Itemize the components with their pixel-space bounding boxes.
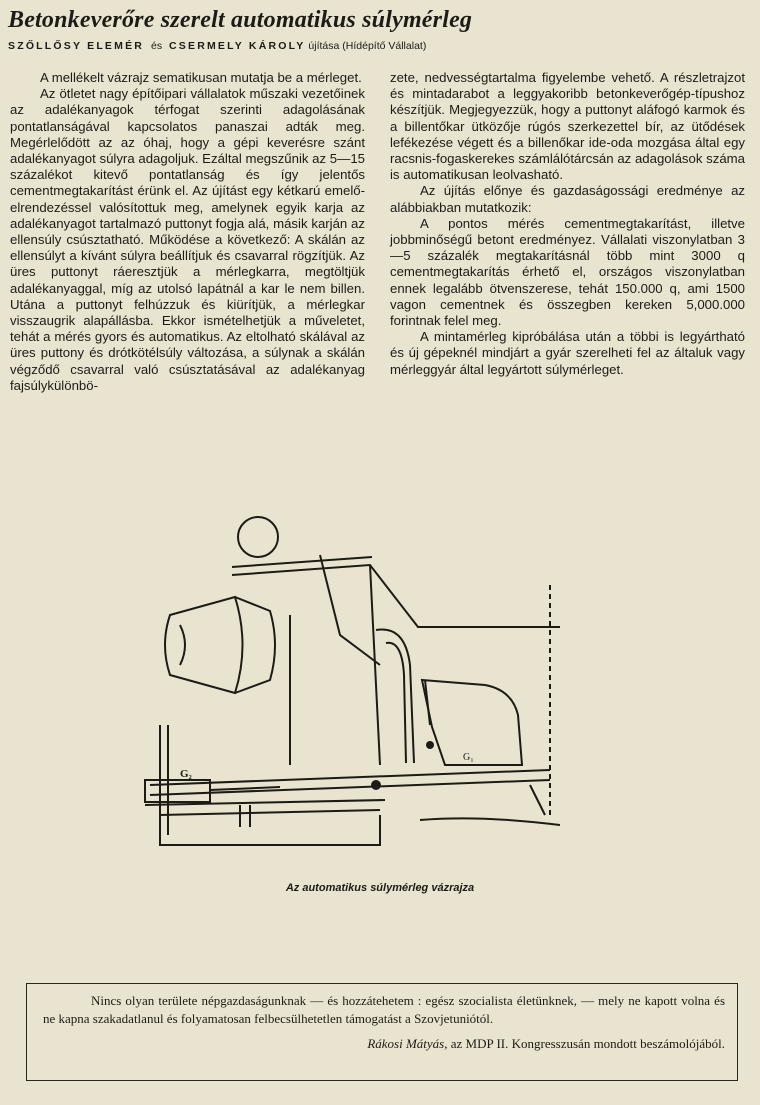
figure-caption: Az automatikus súlymérleg vázrajza bbox=[285, 882, 475, 894]
label-g2: G₂ bbox=[180, 768, 192, 780]
frame-arch bbox=[376, 629, 414, 763]
quote-box bbox=[26, 983, 738, 1081]
byline-conjunction: és bbox=[151, 40, 163, 52]
label-g1: G₁ bbox=[463, 752, 474, 763]
quote-source bbox=[43, 1035, 725, 1053]
quote-source-name: Rákosi Mátyás, bbox=[367, 1036, 448, 1051]
right-column bbox=[390, 70, 745, 378]
frame-top bbox=[232, 565, 560, 627]
article-byline bbox=[8, 39, 753, 53]
pulley-wheel bbox=[238, 517, 278, 557]
quote-source-rest: az MDP II. Kongresszusán mondott beszámolójából. bbox=[450, 1036, 725, 1051]
author-1: SZŐLLŐSY ELEMÉR bbox=[8, 40, 145, 52]
mixer-scale-diagram bbox=[140, 515, 560, 860]
paragraph: zete, nedvességtartalma figyelembe vehető. A részletrajzot és mintadarabot a leggyakoribb betonkeverőgép-típushoz készítjük. Megjegyezzük, hogy a puttonyt aláfogó karmok és a billentőkar ütközője rúgós szerkezettel bír, az ütődések lefékezése végett és a billenőkar ide-oda mozgása által egy racsnis-fogaskerekes számlálótárcsán az adagolások száma is automatikusan leolvasható. bbox=[390, 70, 745, 183]
paragraph: A pontos mérés cementmegtakarítást, illetve jobbminőségű betont eredményez. Vállalati viszonylatban 3—5 százalék megtakarításnál több mint 3000 q cementmegtakarítás érhető el, országos viszonylatban ennek legalább ötvenszerese, tehát 150.000 q, ami 1500 vagon cementnek és összegben kereken 5,000.000 forintnak felel meg. bbox=[390, 215, 745, 329]
article-title: Betonkeverőre szerelt automatikus súlymérleg bbox=[8, 7, 473, 33]
left-column bbox=[10, 70, 365, 394]
chassis bbox=[160, 815, 380, 845]
paragraph: Az újítás előnye és gazdaságossági eredménye az alábbiakban mutatkozik: bbox=[390, 183, 745, 215]
quote-text: Nincs olyan területe népgazdaságunknak — és hozzátehetem : egész szocialista életünknek, — mely ne kapott volna és ne kapna szakadatlanul és folyamatosan felbecsülhetetlen támogatást a Szovjetuniótól. bbox=[43, 993, 725, 1026]
byline-note: újítása (Hídépítő Vállalat) bbox=[308, 40, 427, 52]
paragraph: A mintamérleg kipróbálása után a többi is legyártható és új gépeknél mindjárt a gyár szerelheti fel az általuk vagy mérleggyár által legyártott súlymérleget. bbox=[390, 329, 745, 377]
paragraph: Az ötletet nagy építőipari vállalatok műszaki vezetőinek az adalékanyagok térfogat szerinti adagolásának pontatlanságával kapcsolatos panaszai adták meg. Megérlelődött az az óhaj, hogy a gépi keverésre szánt adalékanyagot súlyra adagoljuk. Ezáltal megszűnik az 5—15 százalékot kitevő pontatlanság és így jelentős cementmegtakarítást érünk el. Az újítást egy kétkarú emelő-elrendezéssel valósítottuk meg, amelynek egyik karja az adalékanyagot tartalmazó puttonyt fogja alá, másik karján az ellensúly csúsztatható. Működése a következő: A skálán az ellensúlyt a kívánt súlyra beállítjuk és csavarral rögzítjük. Az üres puttonyt ráeresztjük a mérlegkarra, megtöltjük adalékanyaggal, míg az utolsó lapátnál a kar le nem billen. Utána a puttonyt felhúzzuk és kiürítjük, a mérlegkar visszaugrik alapállásba. Ekkor ismételhetjük a műveletet, tehát a mérés gyors és automatikus. Az eltolható skálával az üres puttony és drótkötélsúly változása, a súlynak a skálán végződő csavarral való csúsztatásával az adalékanyag fajsúlykülönbö- bbox=[10, 86, 365, 393]
ground-line bbox=[420, 818, 560, 825]
paragraph: A mellékelt vázrajz sematikusan mutatja be a mérleget. bbox=[40, 70, 362, 85]
author-2: CSERMELY KÁROLY bbox=[169, 40, 306, 52]
mixer-drum bbox=[165, 597, 243, 693]
